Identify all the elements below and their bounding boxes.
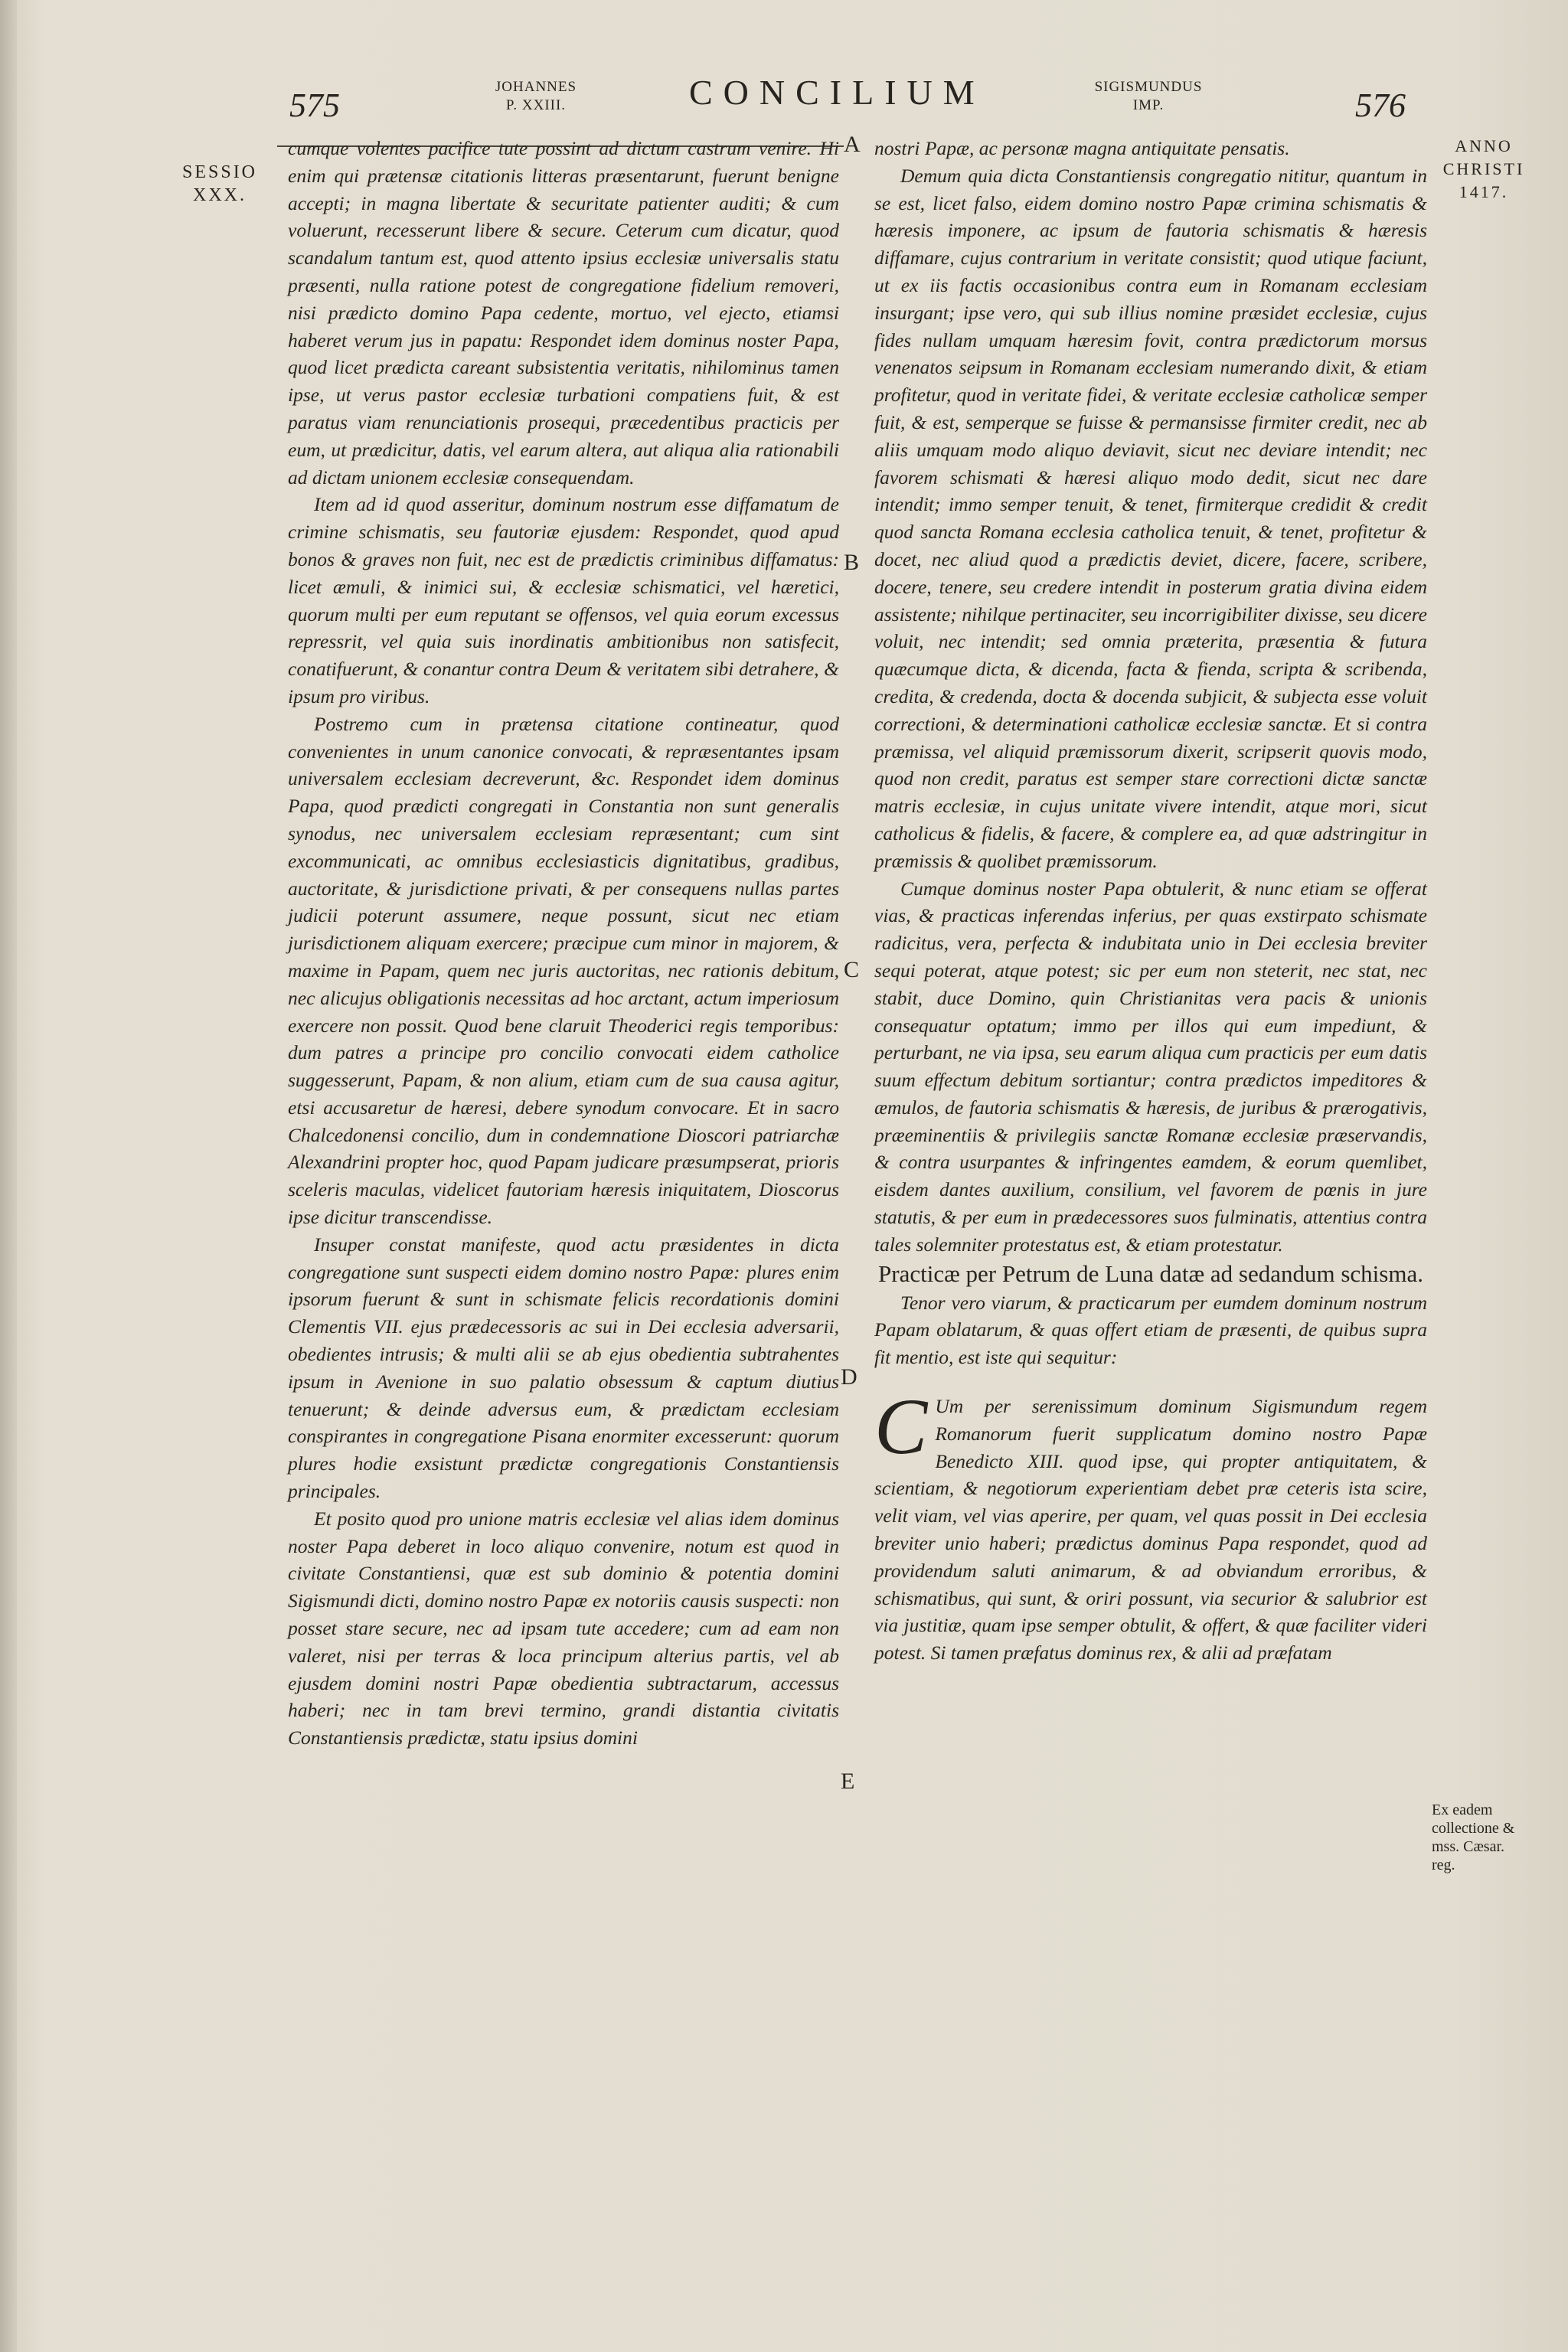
- page-number-left: 575: [289, 87, 340, 124]
- running-head-left-line-2: P. XXIII.: [505, 97, 567, 113]
- year-side-note: [1430, 135, 1537, 204]
- margin-letter-e: E: [841, 1769, 855, 1794]
- right-paragraph: nostri Papæ, ac personæ magna antiquitate pensatis.: [874, 137, 1290, 159]
- drop-cap-letter: C: [874, 1383, 928, 1472]
- section-intro: Tenor vero viarum, & practicarum per eumdem dominum nostrum Papam oblatarum, & quas offert etiam de præsenti, de quibus supra fit mentio, est iste qui sequitur:: [874, 1291, 1427, 1369]
- right-paragraph: Cumque dominus noster Papa obtulerit, & nunc etiam se offerat vias, & practicas inferendas inferius, per quas exstirpato schismate radicitus, vera, perfecta & indubitata unio in Dei ecclesia breviter sequi poterat, atque potest; sic per eum non steterit, nec stat, nec stabit, duce Domino, quin Christianitas vera pacis & unionis consequatur optatum; immo per illos qui eum impediunt, & perturbant, ne via ipsa, seu earum aliqua cum practicis per eum datis suum effectum debitum sortiantur; contra prædictos impeditores & æmulos, de fautoria schismatis & hæresis, de juribus & prærogativis, præeminentiis & privilegiis sanctæ Romanæ ecclesiæ præservandis, & contra usurpantes & infringentes eamdem, & eorum quemlibet, eisdem dantes auxilium, consilium, vel favorem de pœnis in jure statutis, & per eum in prædecessores suos fulminatis, attentius contra tales solemniter protestatus est, & etiam protestatur.: [874, 877, 1427, 1256]
- left-column: [288, 135, 839, 1752]
- left-paragraph: cumque volentes pacifice tute possint ad dictum castrum venire. Hi enim qui prætensæ citationis litteras præsentarunt, fuerunt benigne accepti; in magna libertate & securitate patienter auditi; & cum voluerunt, recesserunt libere & secure. Ceterum cum dicatur, quod scandalum tantum est, quod attento ipsius ecclesiæ universalis statu præsenti, nulla ratione potest de congregatione fidelium removeri, nisi prædicto domino Papa cedente, mortuo, vel ejecto, etiamsi haberet verum jus in papatu: Respondet idem dominus noster Papa, quod licet prædicta careant subsistentia veritatis, nihilominus tamen ipse, ut verus pastor ecclesiæ turbationi compatiens fuit, & est paratus viam renunciationis prosequi, præcedentibus practicis per eum, ut prædicitur, datis, vel earum altera, aut aliqua alia rationabili ad dictam unionem ecclesiæ consequendam.: [288, 137, 839, 488]
- margin-letter-d: D: [841, 1364, 858, 1390]
- left-paragraph: Et posito quod pro unione matris ecclesiæ vel alias idem dominus noster Papa deberet in loco aliquo convenire, notum est quod in civitate Constantiensi, quæ est sub dominio & potentia domini Sigismundi dicti, domino nostro Papæ ex notoriis causis suspecti: non posset stare secure, nec ad ipsam tute accedere; cum ad eam non valeret, nisi per terras & loca principum alterius partis, vel ab ejusdem domini nostri Papæ obedientia subtractarum, accessus haberi; nec in tam brevi termino, grandi distantia civitatis Constantiensis prædictæ, statu ipsius domini: [288, 1507, 839, 1749]
- dropcap-paragraph: [874, 1383, 1427, 1667]
- margin-letter-c: C: [844, 957, 860, 982]
- year-number: 1417.: [1459, 182, 1509, 201]
- section-heading: Practicæ per Petrum de Luna datæ ad sedandum schisma.: [878, 1259, 1423, 1287]
- left-paragraph: Item ad id quod asseritur, dominum nostrum esse diffamatum de crimine schismatis, seu fautoriæ ejusdem: Respondet, quod apud bonos & graves non fuit, nec est de prædictis criminibus diffamatus: licet æmuli, & inimici sui, & ecclesiæ schismatici, vel hæretici, quorum multi per eum reputant se offensos, vel quia eorum excessus repressrit, vel quia suis inordinatis ambitionibus non satisfecit, conatifuerunt, & conantur contra Deum & veritatem sibi detrahere, & ipsum pro viribus.: [288, 493, 839, 707]
- right-column: [874, 135, 1427, 1667]
- session-side-note: [178, 161, 262, 207]
- source-side-note: Ex eadem collectione & mss. Cæsar. reg.: [1432, 1802, 1515, 1873]
- running-head-right: [1072, 78, 1225, 115]
- year-label-2: CHRISTI: [1442, 159, 1525, 178]
- session-label: SESSIO: [181, 162, 258, 182]
- running-head-left: [471, 78, 601, 115]
- right-paragraph: Demum quia dicta Constantiensis congregatio nititur, quantum in se est, licet falso, eidem domino nostro Papæ crimina schismatis & hæresis imponere, ac ipsum de fautoria schismatis & hæresis diffamare, cujus contrarium in veritate consistit; quod utique faciunt, ut ex iis factis occasionibus contra eum in Romanam ecclesiam insurgant; ipse vero, qui sub illius nomine præsidet ecclesiæ, cujus fides nullam umquam hæresim fovit, contra prædictorum morsus venenatos seipsum in Romanam ecclesiam numerando dixit, & etiam profitetur, quod in veritate fidei, & veritate ecclesiæ catholicæ semper fuit, & est, semperque se fuisse & permansisse firmiter credit, nec ab aliis umquam modo aliquo deviavit, sicut nec deviare intendit; nec favorem schismati & hæresi aliquo modo dedit, sicut nec dare intendit; immo semper tenuit, & tenet, firmiterque credidit & credit quod sancta Romana ecclesia catholica tenuit, & tenet, profitetur & docet, nec aliud quod a prædictis deviet, dicere, facere, scribere, docere, tenere, seu credere intendit in posterum gratia divina eidem assistente; nihilque pertinaciter, seu incorrigibiliter dixisse, seu dicere voluit, nec intendit; sed omnia præterita, præsentia & futura quæcumque dicta, & dicenda, facta & fienda, scripta & scribenda, credita, & credenda, docta & docenda subjicit, & subjecta esse voluit correctioni, & determinationi catholicæ ecclesiæ sanctæ. Et si contra præmissa, vel aliquid præmissorum dixerit, scripserit quovis modo, quod non credit, paratus est semper stare correctioni dictæ sanctæ matris ecclesiæ, in cujus unitate vivere intendit, atque mori, sicut catholicus & fidelis, & facere, & complere ea, ad quæ adstringitur in præmissis & quolibet præmissorum.: [874, 164, 1427, 872]
- dropcap-paragraph-text: Um per serenissimum dominum Sigismundum regem Romanorum fuerit supplicatum domino nostro Papæ Benedicto XIII. quod ipse, qui propter antiquitatem, & scientiam, & negotiorum experientiam debet præ ceteris ista scire, velit viam, vel vias aperire, per quam, vel quas possit in Dei ecclesia breviter unio haberi; prædictus dominus Papa respondet, quod ad providendum saluti animarum, & ad obviandum erroribus, & schismatibus, qui sunt, & oriri possunt, via securior & salubrior est via justitiæ, quam ipse semper obtulit, & offert, & quæ faciliter videri potest. Si tamen præfatus dominus rex, & alii ad præfatam: [874, 1395, 1427, 1664]
- margin-letter-a: A: [844, 132, 861, 157]
- running-head-right-line-1: SIGISMUNDUS: [1094, 79, 1203, 95]
- running-head-right-line-2: IMP.: [1132, 97, 1165, 113]
- left-paragraph: Postremo cum in prætensa citatione contineatur, quod convenientes in unum canonice convocati, & repræsentantes ipsam universalem ecclesiam decreverunt, &c. Respondet idem dominus Papa, quod prædicti congregati in Constantia non sunt generalis synodus, nec universalem ecclesiam repræsentant; cum sint excommunicati, ac omnibus ecclesiasticis dignitatibus, gradibus, auctoritate, & jurisdictione privati, & per consequens nullas partes judicii poterunt assumere, neque possunt, sicut nec etiam jurisdictionem aliquam exercere; præcipue cum minor in majorem, & maxime in Papam, quem nec juris auctoritas, nec rationis debitum, nec alicujus obligationis necessitas ad hoc arctant, actum imperiosum exercere non possit. Quod bene claruit Theoderici regis temporibus: dum patres a principe pro concilio convocati eidem catholice suggesserunt, Papam, & non alium, etiam cum de sua causa agitur, etsi accusaretur de hæresi, debere synodum convocare. Et in sacro Chalcedonensi concilio, dum in condemnatione Dioscori patriarchæ Alexandrini propter hoc, quod Papam judicare præsumpserat, prioris sceleris maculas, videlicet fautoriam hæresis iniquitatem, Dioscorus ipse dicitur transcendisse.: [288, 712, 839, 1229]
- session-number: XXX.: [193, 185, 247, 205]
- margin-letter-b: B: [844, 550, 860, 575]
- year-label-1: ANNO: [1455, 136, 1513, 155]
- running-title: CONCILIUM: [689, 73, 985, 112]
- left-paragraph: Insuper constat manifeste, quod actu præsidentes in dicta congregatione sunt suspecti eidem domino nostro Papæ: plures enim ipsorum fuerunt & sunt in schismate felicis recordationis domini Clementis VII. ejus prædecessoris ac sui in Dei ecclesia adversarii, obedientes intrusis; & multi alii se ab ejus obedientia subtrahentes ipsum in Avenione in suo palatio obsessum & captum diutius tenuerunt; & deinde adversus eum, & prædictam ecclesiam conspirantes in congregatione Pisana enormiter excesserunt: quorum plures hodie exsistunt prædictæ congregationis Constantiensis principales.: [288, 1233, 839, 1503]
- book-spine: [0, 0, 17, 2352]
- running-head-left-line-1: JOHANNES: [495, 79, 577, 95]
- page-number-right: 576: [1355, 87, 1406, 124]
